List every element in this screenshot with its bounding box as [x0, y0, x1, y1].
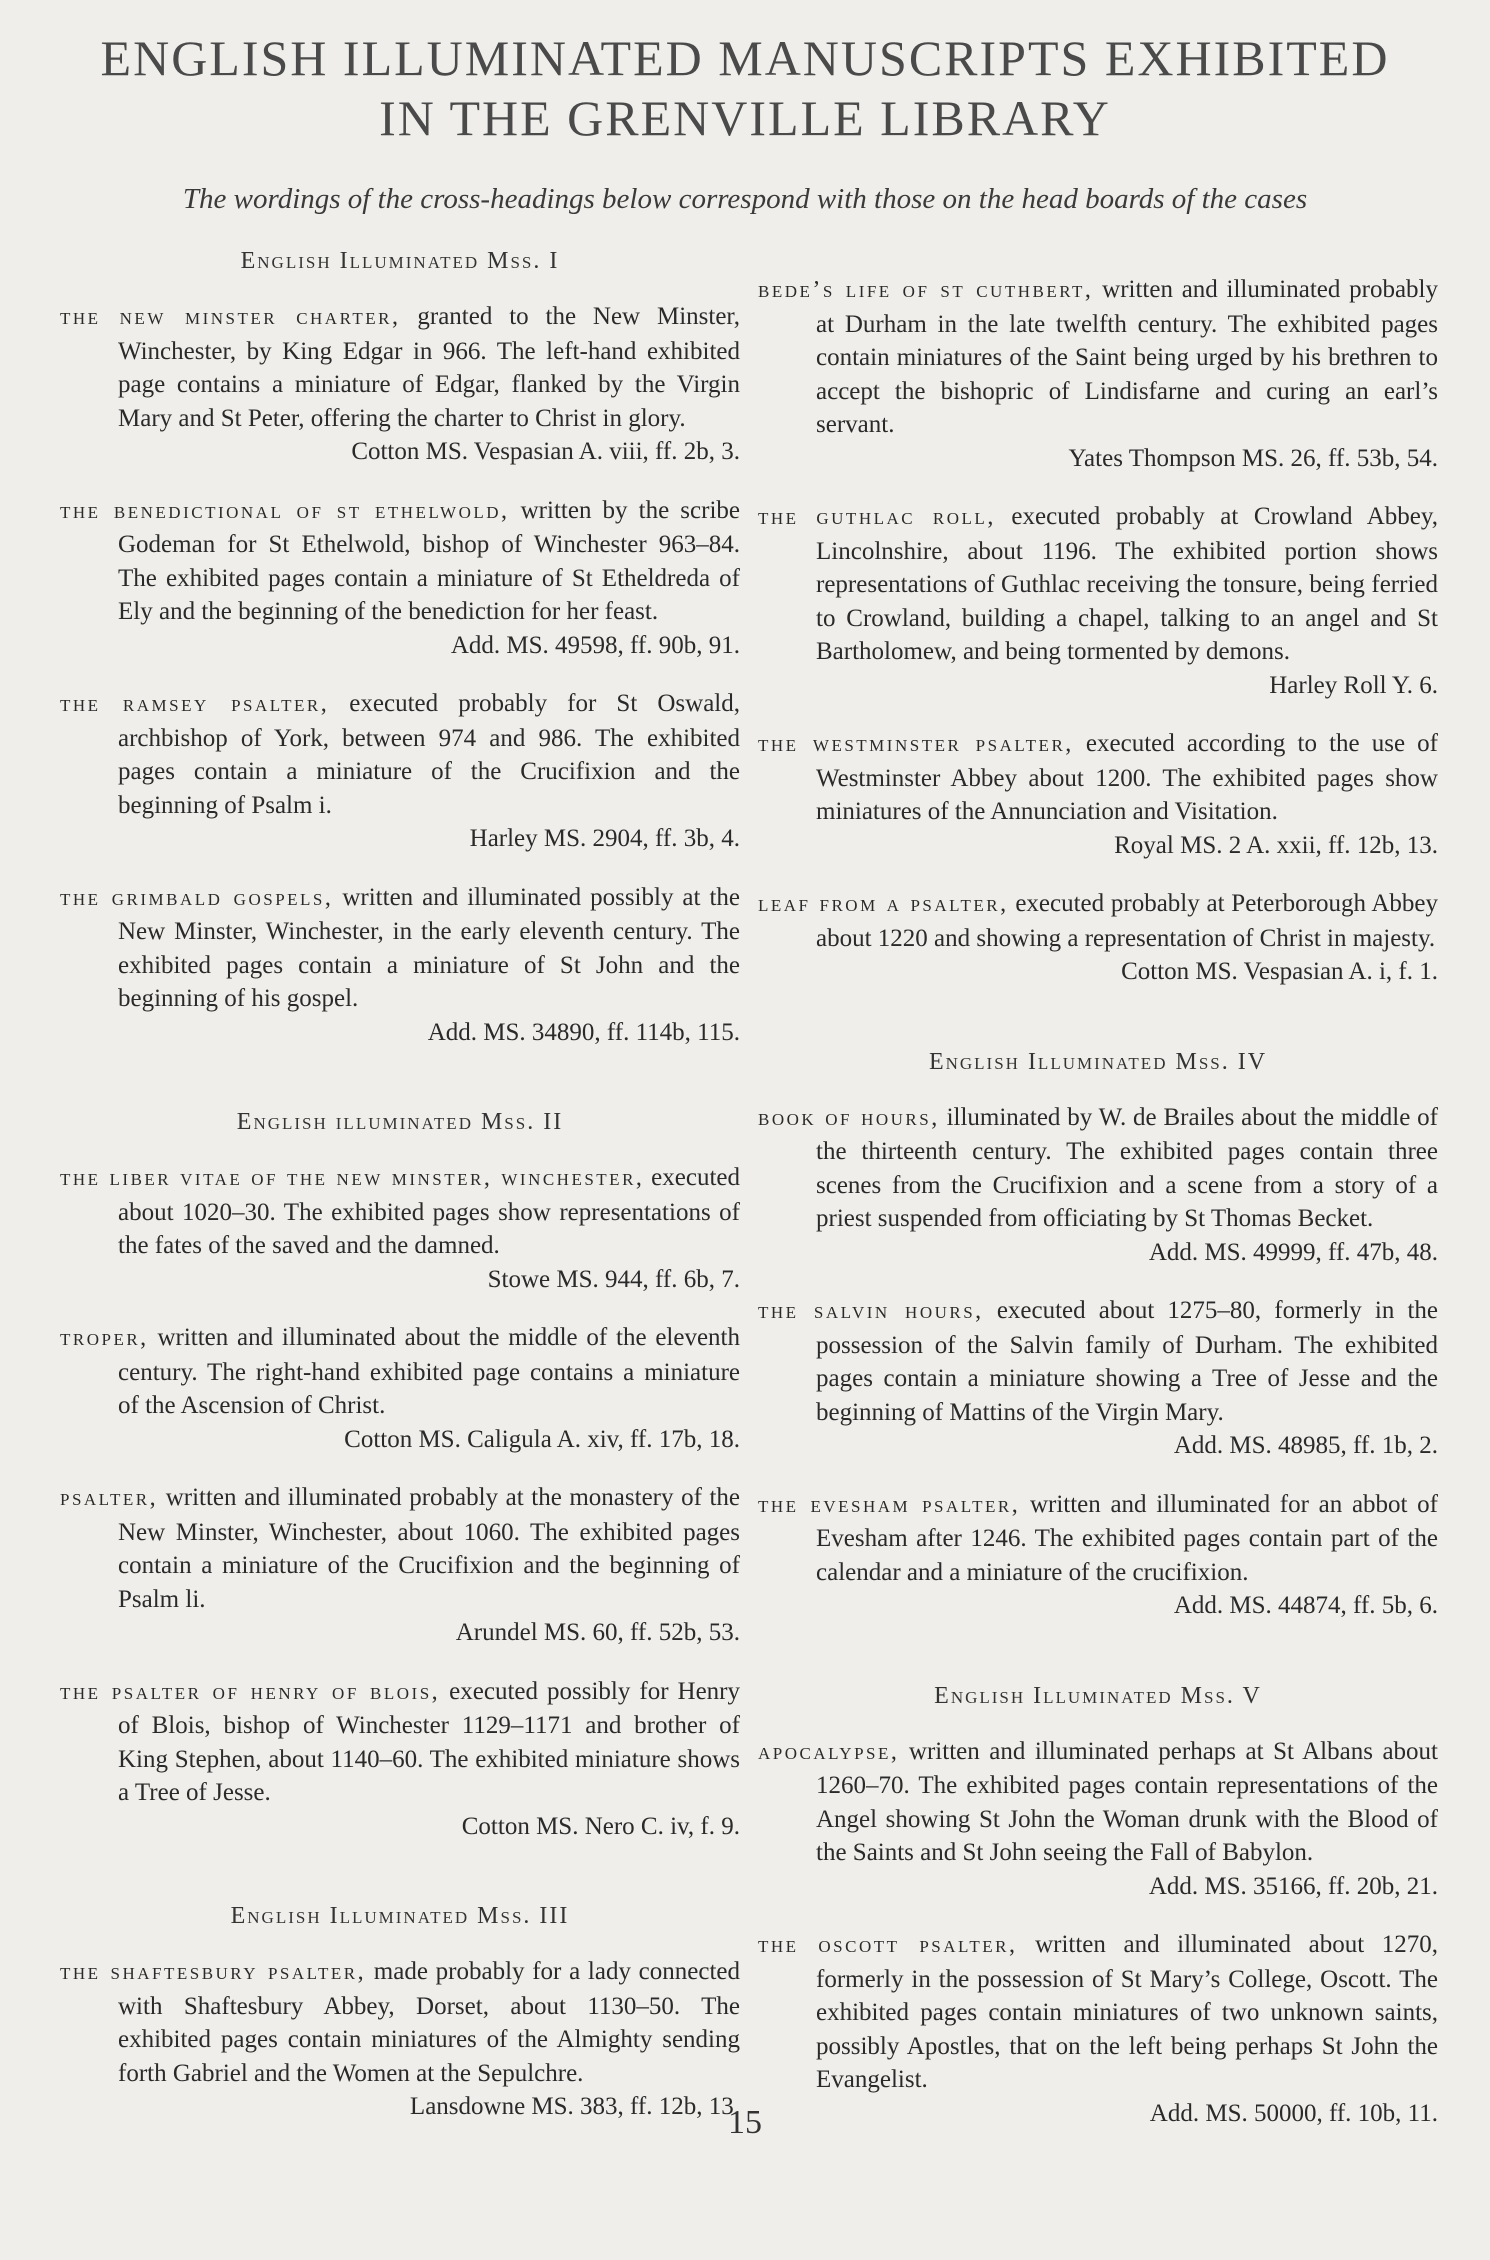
entry-text: written and illuminated perhaps at St Albans about 1260–70. The exhibited pages contain representations of the Angel showing St John the Woman drunk with the Blood of the Saints and St John seeing the Fall of Babylon. — [816, 1737, 1439, 1866]
entry-name: psalter, — [60, 1485, 159, 1511]
entry — [60, 1161, 740, 1296]
entry-reference: Yates Thompson MS. 26, ff. 53b, 54. — [1068, 444, 1438, 472]
entry-reference: Add. MS. 48985, ff. 1b, 2. — [1173, 1432, 1438, 1459]
entry — [60, 1675, 740, 1844]
entry-name: the shaftesbury psalter, — [60, 1959, 367, 1985]
entry-reference: Add. MS. 35166, ff. 20b, 21. — [1148, 1872, 1438, 1900]
entry-name: book of hours, — [758, 1104, 940, 1131]
entry-name: the psalter of henry of blois, — [60, 1678, 441, 1705]
entry-reference: Add. MS. 44874, ff. 5b, 6. — [1173, 1592, 1438, 1619]
entry-name: apocalypse, — [758, 1738, 900, 1765]
section-heading-v: English Illuminated Mss. V — [934, 1682, 1262, 1709]
entry-name: the grimbald gospels, — [60, 884, 334, 911]
entry — [60, 881, 740, 1050]
entry-reference: Cotton MS. Nero C. iv, f. 9. — [461, 1812, 740, 1840]
page-number: 15 — [728, 2104, 762, 2141]
section-heading-ii: English illuminated Mss. II — [236, 1109, 564, 1135]
entry — [60, 1955, 740, 2124]
left-column — [60, 248, 740, 2144]
title-line-2: IN THE GRENVILLE LIBRARY — [379, 90, 1111, 146]
entry-name: the guthlac roll, — [758, 504, 996, 530]
right-column — [758, 248, 1438, 2150]
entry-text: executed probably at Crowland Abbey, Lincolnshire, about 1196. The exhibited portion shows representations of Guthlac receiving the tonsure, being ferried to Crowland, building a chapel, talking to an angel and St Bartholomew, and being tormented by demons. — [816, 503, 1439, 665]
entry-reference: Royal MS. 2 A. xxii, ff. 12b, 13. — [1114, 831, 1438, 859]
entry-text: executed probably for St Oswald, archbishop of York, between 974 and 986. The exhibited pages contain a miniature of the Crucifixion and the beginning of Psalm i. — [118, 690, 740, 819]
entry-reference: Add. MS. 49999, ff. 47b, 48. — [1148, 1238, 1438, 1266]
entry-name: the oscott psalter, — [758, 1932, 1018, 1958]
section-heading-iv: English Illuminated Mss. IV — [928, 1048, 1268, 1075]
entry-text: executed according to the use of Westminster Abbey about 1200. The exhibited pages show miniatures of the Annunciation and Visitation. — [816, 730, 1439, 825]
entry-text: executed about 1275–80, formerly in the possession of the Salvin family of Durham. The exhibited pages contain a miniature showing a Tree of Jesse and the beginning of Mattins of the Virgin Mary. — [816, 1297, 1438, 1426]
entry — [60, 687, 740, 856]
entry-name: troper, — [60, 1325, 149, 1351]
entry-reference: Cotton MS. Vespasian A. viii, ff. 2b, 3. — [351, 438, 740, 465]
entry-reference: Harley Roll Y. 6. — [1269, 671, 1438, 699]
title-line-1: ENGLISH ILLUMINATED MANUSCRIPTS EXHIBITED — [100, 30, 1390, 86]
entry — [758, 500, 1438, 702]
entry-reference: Harley MS. 2904, ff. 3b, 4. — [469, 825, 740, 852]
entry-text: written and illuminated possibly at the New Minster, Winchester, in the early eleventh century. The exhibited pages contain a miniature of St John and the beginning of his gospel. — [118, 883, 740, 1012]
page-subtitle: The wordings of the cross-headings below correspond with those on the head boards of the cases — [182, 183, 1308, 215]
entry-reference: Stowe MS. 944, ff. 6b, 7. — [487, 1265, 740, 1293]
entry-text: executed about 1020–30. The exhibited pages show representations of the fates of the saved and the damned. — [118, 1164, 740, 1259]
entry-name: bede’s life of st cuthbert, — [758, 277, 1094, 303]
entry — [758, 1294, 1438, 1463]
entry-name: leaf from a psalter, — [758, 891, 1009, 917]
entry — [758, 1101, 1438, 1270]
entry — [758, 273, 1438, 475]
entry — [758, 1488, 1438, 1623]
entry-reference: Arundel MS. 60, ff. 52b, 53. — [455, 1619, 740, 1646]
entry-text: granted to the New Minster, Winchester, by King Edgar in 966. The left-hand exhibited page contains a miniature of Edgar, flanked by the Virgin Mary and St Peter, offering the charter to Christ in glory. — [118, 303, 740, 432]
entry — [60, 1321, 740, 1456]
entry-reference: Add. MS. 49598, ff. 90b, 91. — [450, 631, 740, 659]
entry-name: the salvin hours, — [758, 1298, 984, 1324]
entry — [60, 300, 740, 469]
entry-text: executed probably at Peterborough Abbey about 1220 and showing a representation of Christ in majesty. — [816, 890, 1438, 952]
entry-text: made probably for a lady connected with Shaftesbury Abbey, Dorset, about 1130–50. The exhibited pages contain miniatures of the Almighty sending forth Gabriel and the Women at the Sepulchre. — [118, 1958, 740, 2087]
entry-text: written and illuminated probably at Durham in the late twelfth century. The exhibited pages contain miniatures of the Saint being urged by his brethren to accept the bishopric of Lindisfarne and curing an earl’s servant. — [816, 276, 1438, 438]
entry-reference: Lansdowne MS. 383, ff. 12b, 13. — [409, 2093, 740, 2120]
entry-text: written and illuminated about 1270, formerly in the possession of St Mary’s College, Oscott. The exhibited pages contain miniatures of two unknown saints, possibly Apostles, that on the left being perhaps St John the Evangelist. — [816, 1931, 1438, 2093]
entry — [60, 1481, 740, 1650]
entry-name: the new minster charter, — [60, 304, 401, 330]
entry-name: the evesham psalter, — [758, 1491, 1021, 1518]
entry — [758, 1735, 1438, 1904]
section-heading-iii: English Illuminated Mss. III — [230, 1903, 570, 1929]
entry — [758, 887, 1438, 989]
entry-text: written and illuminated for an abbot of Evesham after 1246. The exhibited pages contain part of the calendar and a miniature of the crucifixion. — [816, 1490, 1439, 1586]
entry-name: the benedictional of st ethelwold, — [60, 497, 510, 524]
page-title — [0, 28, 1490, 148]
entry-text: written and illuminated about the middle of the eleventh century. The right-hand exhibited page contains a miniature of the Ascension of Christ. — [118, 1324, 741, 1419]
entry-name: the liber vitae of the new minster, winchester, — [60, 1165, 645, 1191]
entry — [758, 727, 1438, 862]
entry — [758, 1928, 1438, 2130]
section-heading-i: English Illuminated Mss. I — [240, 248, 560, 274]
entry-text: written by the scribe Godeman for St Ethelwold, bishop of Winchester 963–84. The exhibited pages contain a miniature of St Etheldreda of Ely and the beginning of the benediction for her feast. — [118, 496, 740, 625]
entry-name: the ramsey psalter, — [60, 691, 330, 717]
entry-reference: Cotton MS. Caligula A. xiv, ff. 17b, 18. — [344, 1425, 740, 1453]
entry-text: written and illuminated probably at the monastery of the New Minster, Winchester, about 1060. The exhibited pages contain a miniature of the Crucifixion and the beginning of Psalm li. — [118, 1484, 741, 1613]
entry-name: the westminster psalter, — [758, 731, 1074, 757]
entry — [60, 494, 740, 663]
entry-reference: Add. MS. 34890, ff. 114b, 115. — [427, 1018, 740, 1046]
entry-text: illuminated by W. de Brailes about the middle of the thirteenth century. The exhibited pages contain three scenes from the Crucifixion and a scene from a story of a priest suspended from officiating by St Thomas Becket. — [816, 1103, 1439, 1232]
entry-reference: Add. MS. 50000, ff. 10b, 11. — [1149, 2099, 1438, 2127]
entry-text: executed possibly for Henry of Blois, bishop of Winchester 1129–1171 and brother of King Stephen, about 1140–60. The exhibited miniature shows a Tree of Jesse. — [118, 1677, 741, 1806]
entry-reference: Cotton MS. Vespasian A. i, f. 1. — [1121, 958, 1438, 985]
